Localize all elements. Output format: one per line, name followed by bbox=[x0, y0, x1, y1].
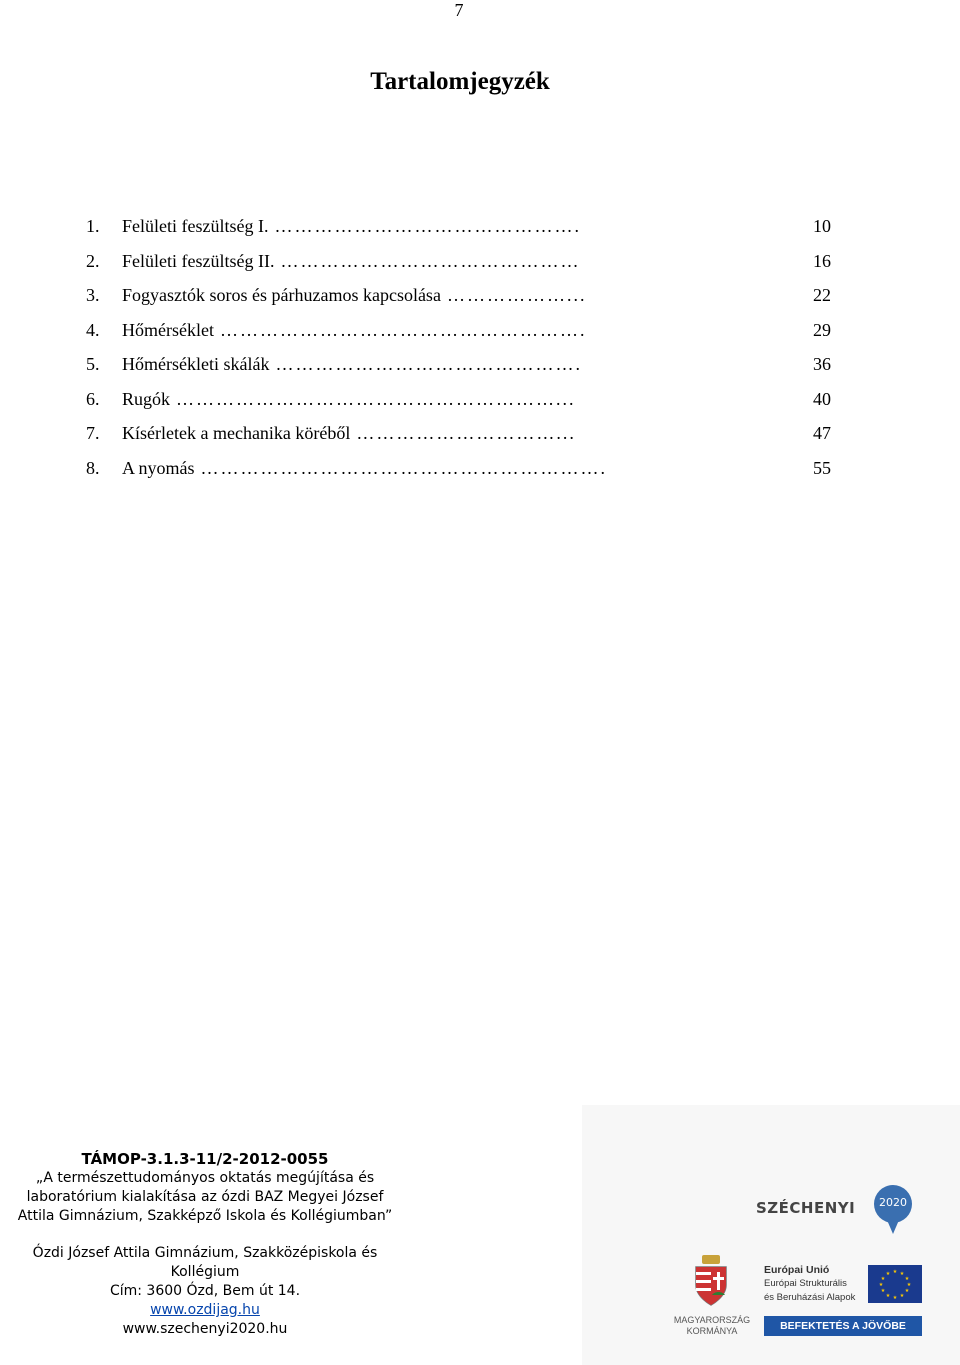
svg-text:★: ★ bbox=[904, 1276, 910, 1282]
toc-list bbox=[86, 216, 831, 492]
toc-entry-page: 29 bbox=[813, 319, 831, 340]
toc-entry-title: Hőmérséklet bbox=[122, 319, 214, 340]
page-number: 7 bbox=[454, 0, 464, 20]
toc-leader-dots: ………………... bbox=[446, 285, 587, 305]
footer-spacer bbox=[0, 1226, 410, 1244]
toc-entry-title: Felületi feszültség I. bbox=[122, 216, 269, 236]
svg-text:★: ★ bbox=[892, 1269, 898, 1275]
invest-in-future-banner: BEFEKTETÉS A JÖVŐBE bbox=[764, 1316, 922, 1336]
government-caption: MAGYARORSZÁG KORMÁNYA bbox=[673, 1315, 751, 1336]
toc-leader-dots: ……………………………………………………. bbox=[200, 457, 608, 478]
toc-entry bbox=[86, 389, 831, 424]
toc-entry-number: 4. bbox=[86, 319, 100, 340]
svg-text:★: ★ bbox=[892, 1295, 898, 1301]
svg-text:★: ★ bbox=[904, 1288, 910, 1294]
eu-funds-text: Európai Unió Európai Strukturális és Beruházási Alapok bbox=[764, 1264, 856, 1303]
szechenyi-logo-year: 2020 bbox=[879, 1196, 907, 1209]
toc-title: Tartalomjegyzék bbox=[370, 68, 550, 95]
toc-entry-number: 7. bbox=[86, 423, 100, 443]
toc-leader-dots: ………………………………………. bbox=[274, 216, 581, 236]
footer-info bbox=[0, 1150, 410, 1339]
toc-entry-number: 2. bbox=[86, 250, 100, 271]
eu-funds-logo bbox=[764, 1263, 922, 1313]
svg-text:★: ★ bbox=[906, 1282, 912, 1288]
program-website: www.szechenyi2020.hu bbox=[122, 1321, 288, 1337]
project-title-line: laboratórium kialakítása az ózdi BAZ Megyei József bbox=[26, 1189, 384, 1205]
map-pin-icon bbox=[887, 1220, 899, 1234]
svg-text:★: ★ bbox=[899, 1293, 905, 1299]
toc-entry-page: 16 bbox=[813, 250, 831, 271]
toc-entry bbox=[86, 458, 831, 493]
project-title-line: „A természettudományos oktatás megújítása és bbox=[35, 1170, 375, 1186]
toc-entry-page: 40 bbox=[813, 388, 831, 409]
toc-entry bbox=[86, 285, 831, 320]
svg-text:★: ★ bbox=[878, 1282, 884, 1288]
toc-entry-page: 36 bbox=[813, 354, 831, 374]
toc-entry-title: Hőmérsékleti skálák bbox=[122, 354, 270, 374]
toc-entry-page: 10 bbox=[813, 216, 831, 236]
szechenyi-logo-text: SZÉCHENYI bbox=[756, 1199, 856, 1217]
toc-entry-title: Felületi feszültség II. bbox=[122, 250, 275, 271]
hungarian-coat-of-arms-icon bbox=[693, 1255, 729, 1307]
toc-entry-page: 22 bbox=[813, 285, 831, 305]
svg-text:★: ★ bbox=[885, 1271, 891, 1277]
toc-entry-title: Rugók bbox=[122, 388, 171, 409]
toc-entry-number: 5. bbox=[86, 354, 100, 374]
szechenyi-badge-icon bbox=[874, 1185, 912, 1223]
school-name-line: Ózdi József Attila Gimnázium, Szakközépiskola és bbox=[32, 1245, 378, 1261]
toc-entry-number: 1. bbox=[86, 216, 100, 236]
project-title-line: Attila Gimnázium, Szakképző Iskola és Kollégiumban” bbox=[17, 1208, 393, 1224]
toc-entry-number: 6. bbox=[86, 388, 100, 409]
school-website-link[interactable]: www.ozdijag.hu bbox=[150, 1302, 260, 1318]
svg-text:★: ★ bbox=[885, 1293, 891, 1299]
toc-entry bbox=[86, 251, 831, 286]
toc-leader-dots: ………………………………………. bbox=[275, 354, 582, 374]
toc-entry bbox=[86, 320, 831, 355]
toc-entry-title: Fogyasztók soros és párhuzamos kapcsolása bbox=[122, 285, 441, 305]
toc-leader-dots: ……………………………………… bbox=[280, 250, 581, 271]
toc-entry-number: 3. bbox=[86, 285, 100, 305]
toc-leader-dots: …………………………... bbox=[356, 423, 576, 443]
svg-text:★: ★ bbox=[880, 1288, 886, 1294]
project-code: TÁMOP-3.1.3-11/2-2012-0055 bbox=[81, 1150, 329, 1168]
toc-entry bbox=[86, 423, 831, 458]
toc-entry-page: 47 bbox=[813, 423, 831, 443]
toc-entry-page: 55 bbox=[813, 457, 831, 478]
toc-entry bbox=[86, 354, 831, 389]
toc-leader-dots: ………………………………………………. bbox=[219, 319, 587, 340]
toc-leader-dots: …………………………………………………... bbox=[176, 388, 576, 409]
toc-entry-title: Kísérletek a mechanika köréből bbox=[122, 423, 351, 443]
szechenyi-2020-logo bbox=[756, 1185, 956, 1245]
toc-entry-title: A nyomás bbox=[122, 457, 195, 478]
eu-flag-icon bbox=[868, 1265, 922, 1303]
toc-entry-number: 8. bbox=[86, 457, 100, 478]
toc-entry bbox=[86, 216, 831, 251]
school-name-line: Kollégium bbox=[170, 1264, 240, 1280]
school-address: Cím: 3600 Ózd, Bem út 14. bbox=[109, 1283, 301, 1299]
svg-text:★: ★ bbox=[880, 1276, 886, 1282]
svg-text:★: ★ bbox=[899, 1271, 905, 1277]
